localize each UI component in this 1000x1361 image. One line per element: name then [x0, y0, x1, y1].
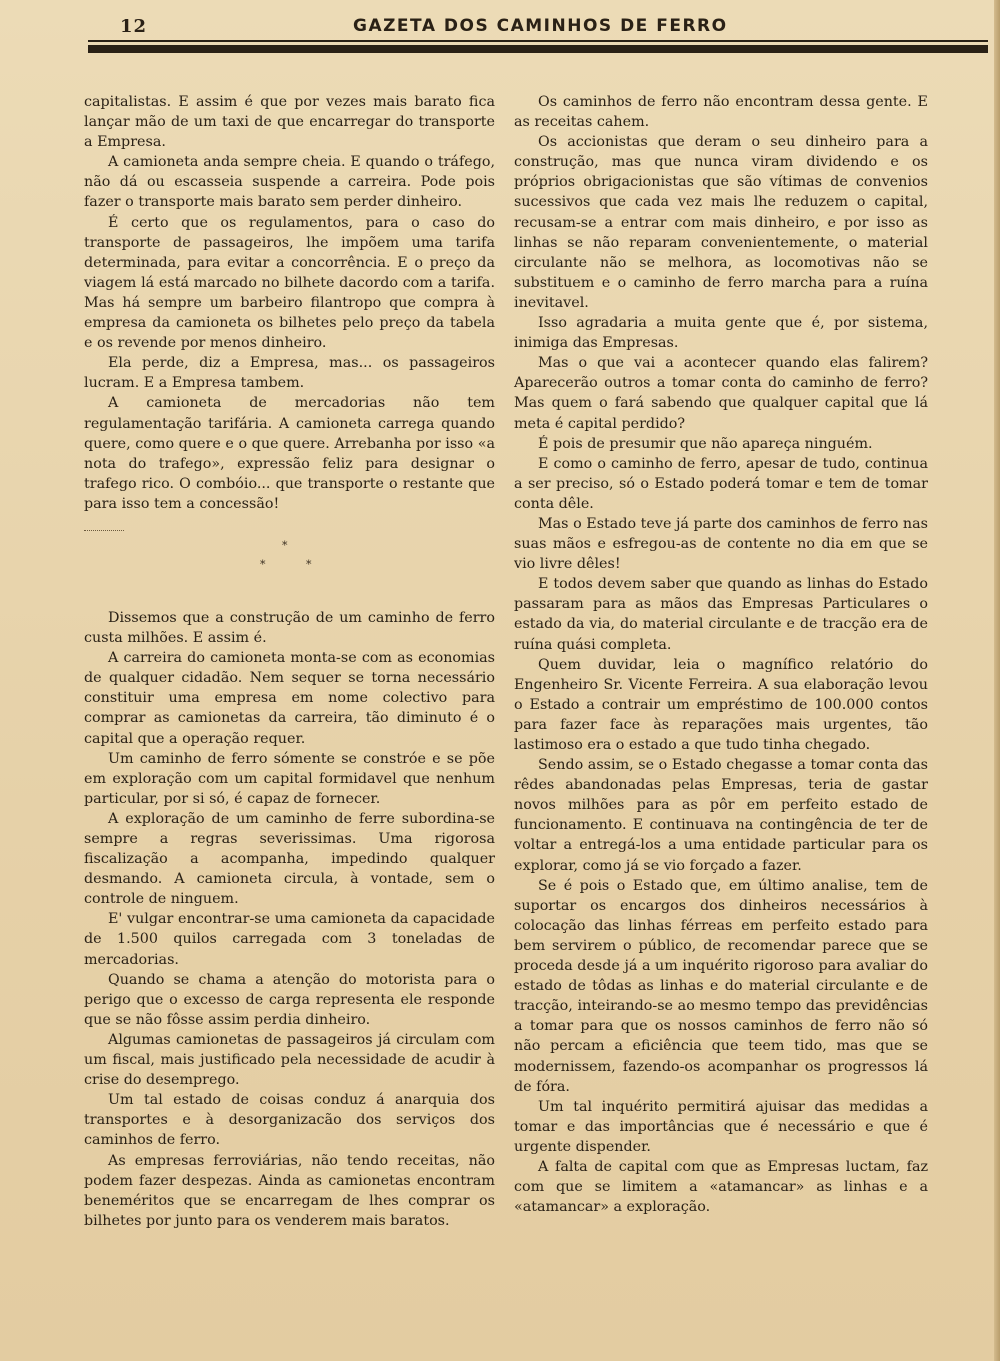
paragraph: A carreira do camioneta monta-se com as economias de qualquer cidadão. Nem sequer se torna necessário constituir uma empresa em nome colectivo para comprar as camionetas da carreira, tão diminuto é o capital que a operação requer. [84, 650, 495, 747]
paragraph: A camioneta anda sempre cheia. E quando o tráfego, não dá ou escasseia suspende a carreira. Pode pois fazer o transporte mais barato sem perder dinheiro. [84, 154, 495, 211]
section-divider [84, 528, 495, 600]
paragraph: Quando se chama a atenção do motorista para o perigo que o excesso de carga representa ele responde que se não fôsse assim perdia dinheiro. [84, 971, 495, 1028]
header-rule-thick [88, 45, 988, 53]
page-number: 12 [120, 16, 148, 37]
paragraph: A camioneta de mercadorias não tem regulamentação tarifária. A camioneta carrega quando quere, como quere e o que quere. Arrebanha por isso «a nota do trafego», expressão feliz para designar o trafego rico. O combóio... que transporte o restante que para isso tem a concessão! [84, 395, 495, 512]
paragraph: Se é pois o Estado que, em último analise, tem de suportar os encargos dos dinheiros necessários à colocação das linhas férreas em perfeito estado para bem servirem o público, de recomendar parece que se proceda desde já a um inquérito rigoroso para avaliar do estado de tôdas as linhas e do material circulante e de tracção, inteirando-se ao mesmo tempo das previdências a tomar para que os nossos caminhos de ferro não só não percam a eficiência que teem tido, mas que se modernissem, fazendo-os acompanhar os progressos lá de fóra. [514, 877, 928, 1095]
paragraph: Dissemos que a construção de um caminho de ferro custa milhões. E assim é. [84, 609, 495, 647]
paragraph: Sendo assim, se o Estado chegasse a tomar conta das rêdes abandonadas pelas Empresas, teria de gastar novos milhões para as pôr em perfeito estado de funcionamento. E continuava na contingência de ter de voltar a entregá-los a uma entidade particular para os explorar, como já se vio forçado a fazer. [514, 757, 928, 874]
paragraph: E como o caminho de ferro, apesar de tudo, continua a ser preciso, só o Estado poderá tomar e tem de tomar conta dêle. [514, 455, 928, 512]
paragraph: Isso agradaria a muita gente que é, por sistema, inimiga das Empresas. [514, 315, 928, 352]
paragraph: Quem duvidar, leia o magnífico relatório do Engenheiro Sr. Vicente Ferreira. A sua elaboração levou o Estado a contrair um empréstimo de 100.000 contos para fazer face às reparações mais urgentes, tão lastimoso era o estado a que tudo tinha chegado. [514, 656, 928, 753]
left-column [84, 92, 495, 1231]
paragraph: É pois de presumir que não apareça ninguém. [538, 435, 873, 452]
asterism-star-icon: * [282, 538, 288, 552]
paragraph: É certo que os regulamentos, para o caso do transporte de passageiros, lhe impõem uma tarifa determinada, para evitar a concorrência. E o preço da viagem lá está marcado no bilhete dacordo com a tarifa. Mas há sempre um barbeiro filantropo que compra à empresa da camioneta os bilhetes pelo preço da tabela e os revende por menos dinheiro. [84, 214, 495, 352]
page-edge-shadow [994, 0, 1000, 1361]
paragraph: Mas o que vai a acontecer quando elas falirem? Aparecerão outros a tomar conta do caminho de ferro? Mas quem o fará sabendo que qualquer capital que lá meta é capital perdido? [514, 355, 928, 432]
paragraph: A falta de capital com que as Empresas luctam, faz com que se limitem a «atamancar» as linhas e a «atamancar» a exploração. [514, 1158, 928, 1216]
paragraph: E' vulgar encontrar-se uma camioneta da capacidade de 1.500 quilos carregada com 3 toneladas de mercadorias. [84, 911, 495, 968]
paragraph: Algumas camionetas de passageiros já circulam com um fiscal, mais justificado pela necessidade de acudir à crise do desemprego. [84, 1031, 495, 1089]
journal-title: GAZETA DOS CAMINHOS DE FERRO [353, 16, 728, 36]
asterism-star-icon: * [260, 557, 266, 571]
paragraph: capitalistas. E assim é que por vezes mais barato fica lançar mão de um taxi de que encarregar do transporte a Empresa. [84, 94, 495, 151]
paragraph: As empresas ferroviárias, não tendo receitas, não podem fazer despezas. Ainda as camionetas encontram beneméritos que se encarregam de lhes comprar os bilhetes por junto para os venderem mais baratos. [84, 1152, 495, 1229]
divider-dashes [84, 530, 124, 531]
paragraph: Um caminho de ferro sómente se constróe e se põe em exploração com um capital formidavel que nenhum particular, por si só, é capaz de fornecer. [84, 750, 495, 807]
paragraph: Um tal inquérito permitirá ajuisar das medidas a tomar e das importâncias que é necessário e que é urgente dispender. [514, 1098, 928, 1155]
paragraph: A exploração de um caminho de ferre subordina-se sempre a regras severissimas. Uma rigorosa fiscalização a acompanha, impedindo qualquer desmando. A camioneta circula, à vontade, sem o controle de ninguem. [84, 810, 495, 908]
paragraph: Os caminhos de ferro não encontram dessa gente. E as receitas cahem. [514, 94, 928, 131]
asterism-star-icon: * [306, 557, 312, 571]
paragraph: Mas o Estado teve já parte dos caminhos de ferro nas suas mãos e esfregou-as de contente no dia em que se vio livre dêles! [514, 515, 928, 573]
paragraph: Um tal estado de coisas conduz á anarquia dos transportes e à desorganizacão dos serviços dos caminhos de ferro. [84, 1092, 495, 1149]
paragraph: Ela perde, diz a Empresa, mas... os passageiros lucram. E a Empresa tambem. [84, 355, 495, 392]
paragraph: E todos devem saber que quando as linhas do Estado passaram para as mãos das Empresas Particulares o estado da via, do material circulante e de tracção era de ruína quási completa. [514, 576, 928, 653]
paragraph: Os accionistas que deram o seu dinheiro para a construção, mas que nunca viram dividendo e os próprios obrigacionistas que são vítimas de convenios sucessivos que cada vez mais lhe reduzem o capital, recusam-se a entrar com mais dinheiro, e por isso as linhas se não reparam convenientemente, o material circulante não se melhora, as locomotivas não se substituem e o caminho de ferro marcha para a ruína inevitavel. [514, 134, 928, 311]
right-column [514, 92, 928, 1217]
header-rule-thin [88, 40, 988, 42]
page-header [88, 10, 988, 50]
